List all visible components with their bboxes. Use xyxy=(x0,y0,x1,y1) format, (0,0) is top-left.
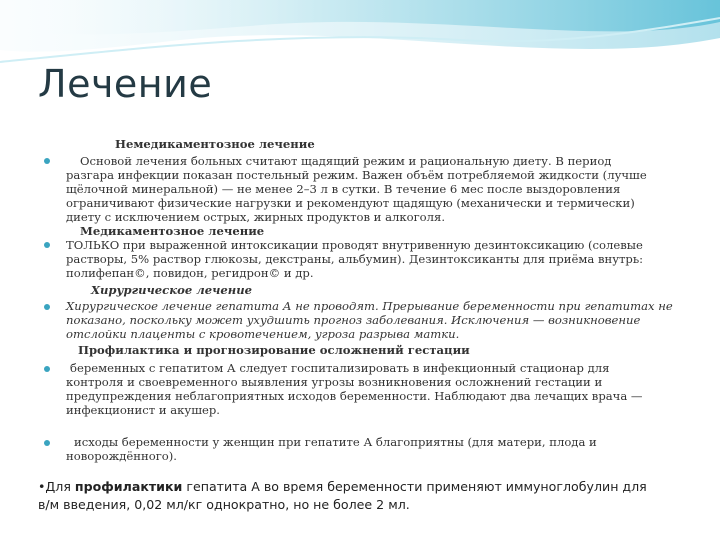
surgery-line-1: Хирургическое лечение гепатита А не проводят. Прерывание беременности при гепатитах не xyxy=(66,299,673,313)
outcome-line-2: новорождённого). xyxy=(66,449,177,463)
surgery-heading: Хирургическое лечение xyxy=(91,283,253,297)
nondrug-line-1: Основой лечения больных считают щадящий режим и рациональную диету. В период xyxy=(80,154,612,168)
prophylaxis-line-2: контроля и своевременного выявления угрозы возникновения осложнений гестации и xyxy=(66,375,603,389)
bullet-4 xyxy=(44,366,50,372)
nondrug-line-3: щёлочной минеральной) — не менее 2–3 л в сутки. В течение 6 мес после выздоровления xyxy=(66,182,621,196)
page-title: Лечение xyxy=(38,62,213,106)
footer-line-1-rest: гепатита А во время беременности применяют иммуноглобулин для xyxy=(182,479,647,494)
bullet-5 xyxy=(44,440,50,446)
footer-line-2: в/м введения, 0,02 мл/кг однократно, но не более 2 мл. xyxy=(38,497,410,512)
footer-prefix: •Для xyxy=(38,479,75,494)
outcome-line-1: исходы беременности у женщин при гепатите А благоприятны (для матери, плода и xyxy=(74,435,597,449)
drug-line-2: растворы, 5% раствор глюкозы, декстраны, альбумин). Дезинтоксиканты для приёма внутрь: xyxy=(66,252,644,266)
surgery-line-3: отслойки плаценты с кровотечением, угроза разрыва матки. xyxy=(66,327,460,341)
footer-bold-term: профилактики xyxy=(74,479,183,494)
nondrug-line-2: разгара инфекции показан постельный режим. Важен объём потребляемой жидкости (лучше xyxy=(66,168,647,182)
nondrug-line-4: ограничивают физические нагрузки и рекомендуют щадящую (механически и термически) xyxy=(66,196,635,210)
prophylaxis-line-4: инфекционист и акушер. xyxy=(66,403,220,417)
bullet-1 xyxy=(44,158,50,164)
drug-line-1: ТОЛЬКО при выраженной интоксикации проводят внутривенную дезинтоксикацию (солевые xyxy=(66,238,643,252)
prophylaxis-heading: Профилактика и прогнозирование осложнений гестации xyxy=(78,343,470,357)
nondrug-line-5: диету с исключением острых, жирных продуктов и алкоголя. xyxy=(66,210,446,224)
bullet-3 xyxy=(44,304,50,310)
footer-note xyxy=(38,478,678,514)
surgery-line-2: показано, поскольку может ухудшить прогноз заболевания. Исключения — возникновение xyxy=(66,313,641,327)
drug-line-3: полифепан©, повидон, регидрон© и др. xyxy=(66,266,314,280)
prophylaxis-line-3: предупреждения неблагоприятных исходов беременности. Наблюдают два лечащих врача — xyxy=(66,389,643,403)
bullet-2 xyxy=(44,242,50,248)
drug-heading: Медикаментозное лечение xyxy=(80,224,265,238)
prophylaxis-line-1: беременных с гепатитом А следует госпитализировать в инфекционный стационар для xyxy=(70,361,610,375)
nondrug-heading: Немедикаментозное лечение xyxy=(115,137,315,151)
